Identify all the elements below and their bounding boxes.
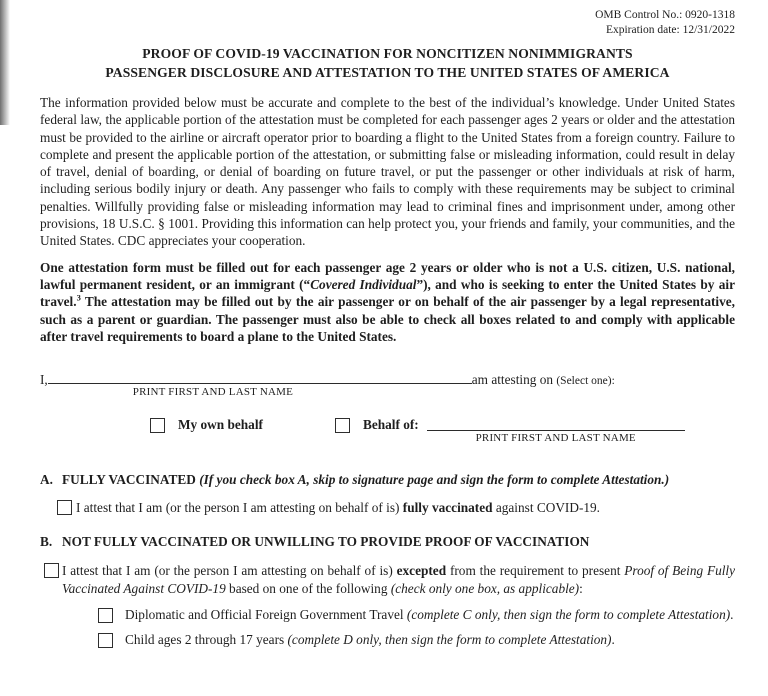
covered-individual-paragraph xyxy=(40,259,735,345)
behalf-of-label: Behalf of: xyxy=(362,417,419,433)
covered-paragraph-seg2: ”), and who is seeking to enter the United States by air travel. xyxy=(40,276,735,310)
excepted-term: excepted xyxy=(396,563,447,579)
behalf-of-name-input[interactable] xyxy=(427,417,685,445)
diplomatic-option-period: . xyxy=(730,606,734,622)
attestor-name-input[interactable] xyxy=(48,369,472,399)
covered-paragraph-seg3: The attestation may be filled out by the air passenger or on behalf of the air passenger by a legal representative, such as a parent or guardian. The passenger must also be able to check all boxes related to and comply with applicable after travel requirements to board a plane to the United States. xyxy=(40,294,735,344)
checkbox-behalf-of[interactable] xyxy=(335,418,350,433)
form-title xyxy=(40,45,735,82)
section-a-note: (If you check box A, skip to signature page and sign the form to complete Attestation.) xyxy=(199,472,670,488)
behalf-options-row xyxy=(150,417,735,457)
omb-block xyxy=(40,8,735,38)
my-own-behalf-label: My own behalf xyxy=(178,417,263,433)
attestor-prefix: I, xyxy=(40,372,48,388)
section-a-attest-seg2: against COVID-19. xyxy=(492,500,600,516)
check-one-box-note: (check only one box, as applicable) xyxy=(390,581,580,597)
covered-paragraph-seg1: One attestation form must be filled out for each passenger age 2 years or older who is not a U.S. citizen, U.S. national, lawful permanent resident, or an immigrant (“ xyxy=(40,259,735,292)
section-b-title: NOT FULLY VACCINATED OR UNWILLING TO PROVIDE PROOF OF VACCINATION xyxy=(62,534,590,550)
option-child-ages xyxy=(98,631,735,648)
footnote-marker: 3 xyxy=(76,292,81,303)
section-a-heading xyxy=(40,472,735,488)
checkbox-child-ages[interactable] xyxy=(98,633,113,648)
child-option-period: . xyxy=(611,631,615,647)
behalf-of-group xyxy=(335,417,685,445)
covered-individual-term: Covered Individual xyxy=(310,276,417,292)
diplomatic-option-note: (complete C only, then sign the form to complete Attestation) xyxy=(406,606,731,622)
diplomatic-option-label: Diplomatic and Official Foreign Government Travel xyxy=(125,606,407,622)
omb-expiration-date: Expiration date: 12/31/2022 xyxy=(605,24,735,36)
print-name-caption: PRINT FIRST AND LAST NAME xyxy=(132,386,294,399)
child-option-label: Child ages 2 through 17 years xyxy=(125,631,288,647)
section-a-attest-seg1: I attest that I am (or the person I am attesting on behalf of is) xyxy=(76,500,403,516)
section-a-letter: A. xyxy=(40,472,53,488)
intro-paragraph: The information provided below must be accurate and complete to the best of the individual’s knowledge. Under United States federal law, the applicable portion of the attestation must be completed for each passenger ages 2 years or older and the attestation must be provided to the airline or aircraft operator prior to boarding a flight to the United States from a foreign country. Failure to complete and present the applicable portion of the attestation, or submitting false or misleading information, could result in delay of travel, denial of boarding, or denial of boarding on future travel, or put the passenger or other individuals at risk of harm, including serious bodily injury or death. Any passenger who fails to comply with these requirements may be subject to criminal penalties. Willfully providing false or misleading information may lead to criminal fines and imprisonment under, among other provisions, 18 U.S.C. § 1001. Providing this information can help protect you, your friends and family, your communities, and the United States. CDC appreciates your cooperation. xyxy=(40,95,735,249)
section-a-attestation xyxy=(40,499,735,516)
checkbox-my-own-behalf[interactable] xyxy=(150,418,165,433)
print-name-caption: PRINT FIRST AND LAST NAME xyxy=(475,432,636,445)
section-b-attest-seg3: based on one of the following xyxy=(225,581,391,597)
attestor-name-row xyxy=(40,369,735,399)
child-option-note: (complete D only, then sign the form to complete Attestation) xyxy=(287,631,612,647)
form-title-line1: PROOF OF COVID-19 VACCINATION FOR NONCITIZEN NONIMMIGRANTS xyxy=(142,46,633,61)
checkbox-fully-vaccinated[interactable] xyxy=(57,500,72,515)
section-b-letter: B. xyxy=(40,534,53,550)
attesting-on-text: am attesting on xyxy=(471,372,557,388)
section-b-heading xyxy=(40,534,735,550)
section-b-attest-seg1: I attest that I am (or the person I am attesting on behalf of is) xyxy=(62,563,397,579)
section-b-attest-seg4: : xyxy=(579,581,583,597)
form-title-line2: PASSENGER DISCLOSURE AND ATTESTATION TO THE UNITED STATES OF AMERICA xyxy=(105,64,670,80)
proof-document-title: Proof of Being Fully Vaccinated Against COVID-19 xyxy=(62,563,736,597)
checkbox-diplomatic-travel[interactable] xyxy=(98,608,113,623)
section-a-title: FULLY VACCINATED xyxy=(62,472,200,488)
fully-vaccinated-term: fully vaccinated xyxy=(402,500,493,516)
checkbox-excepted[interactable] xyxy=(44,563,59,578)
option-diplomatic-travel xyxy=(98,606,735,623)
select-one-note: (Select one): xyxy=(556,375,615,388)
section-b-attest-seg2: from the requirement to present xyxy=(446,563,625,579)
section-b-attestation xyxy=(40,562,735,597)
omb-control-number: OMB Control No.: 0920-1318 xyxy=(595,9,735,21)
